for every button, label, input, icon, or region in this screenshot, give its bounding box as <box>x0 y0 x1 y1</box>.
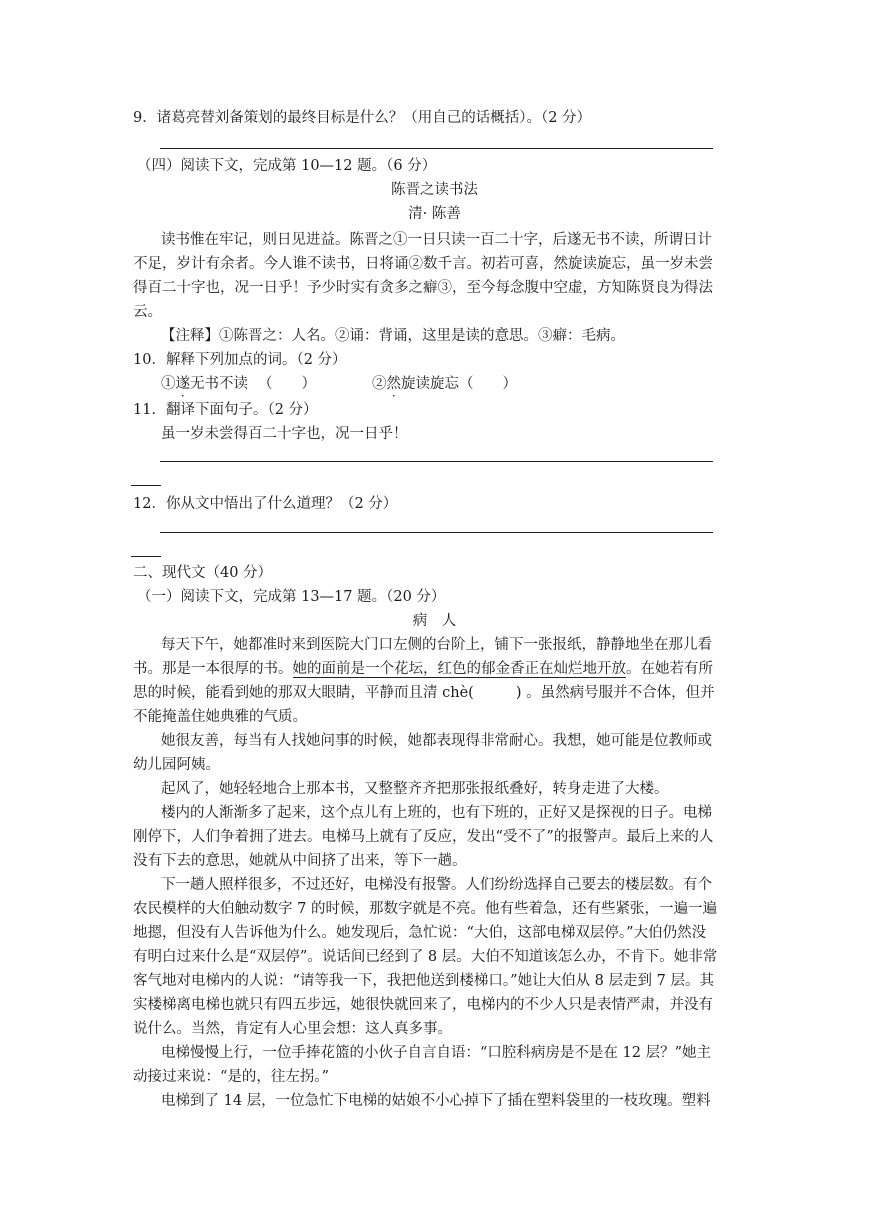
part-2-heading: 二、现代文（40 分） <box>133 565 273 581</box>
item-mark: ② <box>372 376 387 392</box>
dotted-word: 然 <box>386 376 401 392</box>
item-text: 无书不读 <box>190 376 248 392</box>
story-line: 电梯到了 14 层，一位急忙下电梯的姑娘不小心掉下了插在塑料袋里的一枝玫瑰。塑料 <box>161 1093 711 1109</box>
question-10: 10．解释下列加点的词。（2 分） <box>133 352 347 368</box>
answer-line[interactable] <box>160 532 713 533</box>
subsection-1-heading: （一）阅读下文，完成第 13—17 题。（20 分） <box>137 589 446 605</box>
item-text: 旋读旋忘 <box>401 376 459 392</box>
story-line: 思的时候，能看到她的那双大眼睛，平静而且清 chè( ) 。虽然病号服并不合体，但并 <box>133 685 715 701</box>
dotted-word: 遂 <box>175 376 190 392</box>
underlined-sentence: 她的面前是一个花坛，红色的郁金香正在灿烂地开放 <box>292 661 626 677</box>
question-10-item-2 <box>372 374 517 394</box>
answer-line[interactable] <box>131 556 161 557</box>
passage-title: 陈晋之读书法 <box>391 182 478 198</box>
answer-blank[interactable]: （ ） <box>459 376 517 392</box>
story-line: 电梯慢慢上行，一位手捧花篮的小伙子自言自语：“口腔科病房是不是在 12 层？”她主 <box>161 1045 711 1061</box>
item-mark: ① <box>161 376 176 392</box>
story-line: 楼内的人渐渐多了起来，这个点儿有上班的，也有下班的，正好又是探视的日子。电梯 <box>161 805 712 821</box>
sentence-to-translate: 虽一岁未尝得百二十字也，况一日乎！ <box>161 426 408 442</box>
question-9: 9．诸葛亮替刘备策划的最终目标是什么？（用自己的话概括）。（2 分） <box>133 110 592 126</box>
story-line: 下一趟人照样很多，不过还好，电梯没有报警。人们纷纷选择自己要去的楼层数。有个 <box>161 877 712 893</box>
story-line: 不能掩盖住她典雅的气质。 <box>133 709 307 725</box>
story-line: 客气地对电梯内的人说：“请等我一下，我把他送到楼梯口。”她让大伯从 8 层走到 7 层。其 <box>133 973 714 989</box>
story-line: 地摁，但没有人告诉他为什么。她发现后，急忙说：“大伯，这部电梯双层停。”大伯仍然没 <box>133 925 707 941</box>
story-line: 每天下午，她都准时来到医院大门口左侧的台阶上，铺下一张报纸，静静地坐在那儿看 <box>161 637 712 653</box>
story-title: 病 人 <box>412 613 457 629</box>
answer-line[interactable] <box>160 461 713 462</box>
answer-line[interactable] <box>131 485 161 486</box>
passage-author: 清· 陈善 <box>408 206 461 222</box>
passage-line: 不足，岁计有余者。今人谁不读书，日将诵②数千言。初若可喜，然旋读旋忘，虽一岁未尝 <box>133 256 713 272</box>
story-line: 农民模样的大伯触动数字 7 的时候，那数字就是不亮。他有些着急，还有些紧张，一遍一遍 <box>133 901 717 917</box>
annotation-note: 【注释】①陈晋之：人名。②诵：背诵，这里是读的意思。③癖：毛病。 <box>161 328 625 344</box>
story-line: 起风了，她轻轻地合上那本书，又整整齐齐把那张报纸叠好，转身走进了大楼。 <box>161 781 669 797</box>
story-line: 动接过来说：“是的，往左拐。” <box>133 1069 330 1085</box>
passage-line: 云。 <box>133 304 162 320</box>
question-12: 12．你从文中悟出了什么道理？（2 分） <box>133 496 398 512</box>
passage-line: 读书惟在牢记，则日见进益。陈晋之①一日只读一百二十字，后遂无书不读，所谓日计 <box>161 232 712 248</box>
story-line: 她很友善，每当有人找她问事的时候，她都表现得非常耐心。我想，她可能是位教师或 <box>161 733 712 749</box>
story-line: 有明白过来什么是“双层停”。说话间已经到了 8 层。大伯不知道该怎么办，不肯下。她非常 <box>133 949 718 965</box>
section-4-heading: （四）阅读下文，完成第 10—12 题。（6 分） <box>137 158 437 174</box>
answer-line[interactable] <box>160 148 713 149</box>
story-line: 书。那是一本很厚的书。她的面前是一个花坛，红色的郁金香正在灿烂地开放。在她若有所 <box>133 661 713 677</box>
answer-blank[interactable]: （ ） <box>258 376 316 392</box>
story-line: 没有下去的意思，她就从中间挤了出来，等下一趟。 <box>133 853 467 869</box>
story-line: 幼儿园阿姨。 <box>133 757 220 773</box>
story-line: 实楼梯离电梯也就只有四五步远，她很快就回来了，电梯内的不少人只是表情严肃，并没有 <box>133 997 713 1013</box>
question-11: 11．翻译下面句子。（2 分） <box>133 402 318 418</box>
passage-line: 得百二十字也，况一日乎！予少时实有贪多之癖③，至今每念腹中空虚，方知陈贤良为得法 <box>133 280 713 296</box>
story-line: 刚停下，人们争着拥了进去。电梯马上就有了反应，发出“受不了”的报警声。最后上来的人 <box>133 829 714 845</box>
question-10-item-1 <box>161 374 316 394</box>
story-line: 说什么。当然，肯定有人心里会想：这人真多事。 <box>133 1021 452 1037</box>
